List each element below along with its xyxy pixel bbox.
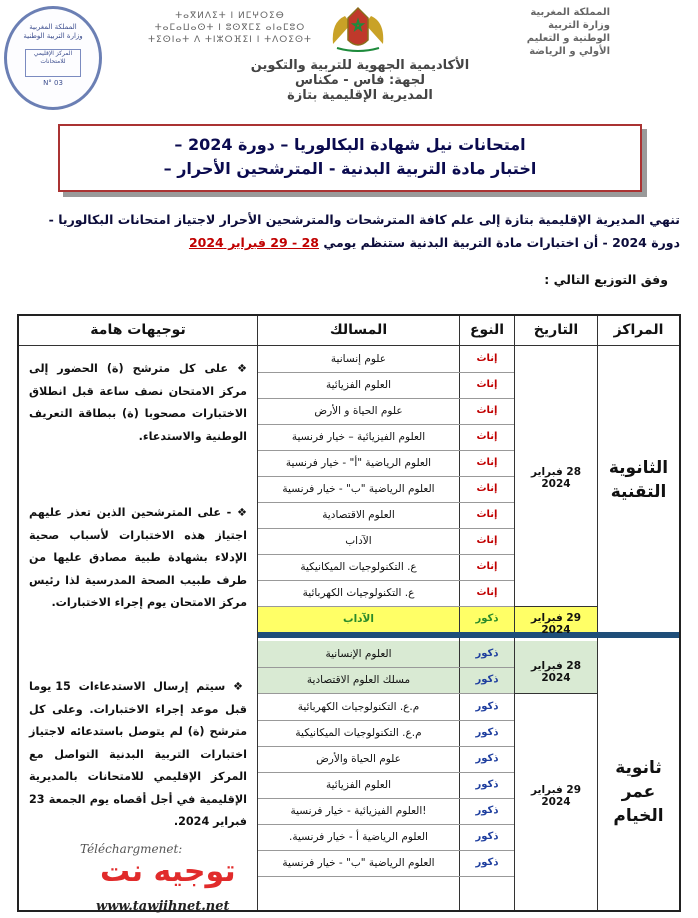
track-cell: م.ع. التكنولوجيات الكهربائية xyxy=(297,701,420,713)
ministry-arabic xyxy=(450,6,610,58)
track-cell: علوم الحياة و الأرض xyxy=(314,405,403,417)
kingdom-emblem-icon xyxy=(323,4,393,54)
date-divider-1 xyxy=(514,606,598,607)
intro-paragraph xyxy=(40,208,680,254)
seal-center-text: المركز الإقليمي للامتحانات xyxy=(25,49,81,77)
header-date: التاريخ xyxy=(533,322,579,338)
track-cell: الآداب xyxy=(345,535,372,547)
track-cell: علوم إنسانية xyxy=(330,353,387,365)
gender-cell: إناث xyxy=(476,587,498,598)
gender-cell: إناث xyxy=(476,483,498,494)
track-cell: العلوم الفزيائية xyxy=(326,779,391,791)
gender-cell: إناث xyxy=(476,431,498,442)
academy-line-3: المديرية الإقليمية بتازة xyxy=(287,88,433,103)
track-cell: علوم الحياة والأرض xyxy=(316,753,401,765)
header-notes: توجيهات هامة xyxy=(90,322,186,338)
center-divider-bar xyxy=(258,632,679,638)
note-invitations: ❖ سيتم إرسال الاستدعاءات 15 يوما قبل موعد إجراء الاختبارات. وعلى كل مترشح (ة) لم يتوصل باستدعائه لاجتياز اختبارات التربية البدنية التواصل مع المركز الإقليمي للامتحانات بالمديرية الإقليمية في أجل أقصاه يوم الجمعة 23 فبراير 2024. xyxy=(29,680,247,828)
tifinagh-line-3: ⵜⵉⵙⵏⴰⵜ ⴷ ⵜⵏⵣⵔⴼⵉⵏ ⵏ ⵜⴷⵔⵉⵙⵜ xyxy=(148,35,312,45)
track-cell: العلوم الرياضية "ب" - خيار فرنسية xyxy=(282,483,435,495)
header-tracks: المسالك xyxy=(329,322,388,338)
ministry-line-4: الأولي و الرياضة xyxy=(529,46,610,57)
track-cell: العلوم الإنسانية xyxy=(325,648,392,660)
ministry-line-2: وزارة التربية xyxy=(548,20,610,31)
gender-cell: ذكور xyxy=(475,831,499,842)
date-divider-2 xyxy=(514,693,598,694)
distribution-label: وفق التوزيع التالي : xyxy=(544,272,668,287)
watermark-url[interactable]: www.tawjihnet.net xyxy=(96,899,230,914)
seal-number: N° 03 xyxy=(43,79,63,87)
gender-cell: إناث xyxy=(476,405,498,416)
document-title-box xyxy=(58,124,642,192)
header-gender: النوع xyxy=(469,322,505,338)
intro-dates: 28 - 29 فبراير 2024 xyxy=(188,235,319,250)
watermark-brand: توجيه نت xyxy=(100,854,236,889)
schedule-table xyxy=(17,314,681,912)
center1-date-a: 28 فبراير 2024 xyxy=(530,466,582,490)
note-attendance: ❖ على كل مترشح (ة) الحضور إلى مركز الامتحان نصف ساعة قبل انطلاق الاختبارات مصحوبا (ة) ببطاقة التعريف الوطنية والاستدعاء. xyxy=(29,362,247,443)
gender-cell: ذكور xyxy=(475,805,499,816)
track-cell: ع. التكنولوجيات الميكانيكية xyxy=(300,561,417,573)
header-centers: المراكز xyxy=(613,322,664,338)
academy-line-1: الأكاديمية الجهوية للتربية والتكوين xyxy=(250,58,470,73)
watermark-download-label: Téléchargmenet: xyxy=(80,842,183,856)
tifinagh-line-1: ⵜⴰⴳⵍⴷⵉⵜ ⵏ ⵍⵎⵖⵔⵉⴱ xyxy=(175,11,285,21)
ministry-line-3: الوطنية و التعليم xyxy=(526,33,610,44)
seal-text-1: المملكة المغربية xyxy=(29,23,77,31)
row-separator xyxy=(258,876,514,877)
center2-date-b: 29 فبراير 2024 xyxy=(530,784,582,808)
tifinagh-line-2: ⵜⴰⵎⴰⵡⴰⵙⵜ ⵏ ⵓⵙⴳⵎⵉ ⴰⵏⴰⵎⵓⵔ xyxy=(154,23,306,33)
center2-date-a: 28 فبراير 2024 xyxy=(530,660,582,684)
academy-block xyxy=(150,58,570,103)
title-line-1: امتحانات نيل شهادة البكالوريا – دورة 2024 – xyxy=(174,135,526,154)
track-cell: ع. التكنولوجيات الكهربائية xyxy=(302,587,415,599)
gender-cell: إناث xyxy=(476,379,498,390)
gender-cell: ذكور xyxy=(475,674,499,685)
gender-cell: ذكور xyxy=(475,701,499,712)
track-cell: مسلك العلوم الاقتصادية xyxy=(306,674,411,686)
gender-cell: إناث xyxy=(476,353,498,364)
gender-cell: إناث xyxy=(476,561,498,572)
gender-cell: ذكور xyxy=(475,727,499,738)
academy-line-2: لجهة: فاس - مكناس xyxy=(295,73,425,88)
track-cell: م.ع. التكنولوجيات الميكانيكية xyxy=(295,727,422,739)
track-cell: العلوم الرياضية أ - خيار فرنسية. xyxy=(289,831,428,843)
center1-date-b: 29 فبراير 2024 xyxy=(530,612,582,636)
track-cell: العلوم الاقتصادية xyxy=(322,509,395,521)
track-cell: !العلوم الفيزيائية - خيار فرنسية xyxy=(290,805,427,817)
ministry-tifinagh xyxy=(140,10,320,46)
ministry-line-1: المملكة المغربية xyxy=(530,7,610,18)
track-highlight: الآداب xyxy=(343,613,374,625)
note-medical: ❖ - على المترشحين الذين تعذر عليهم اجتياز هذه الاختبارات لأسباب صحية الإدلاء بشهادة طبية مصادق عليها من طرف طبيب الصحة المدرسية لذا رئيس مركز الامتحان يوم إجراء الاختبارات. xyxy=(29,506,247,609)
center-name-technical: الثانوية التقنية xyxy=(608,458,669,502)
gender-cell: ذكور xyxy=(475,753,499,764)
center-name-omar-khayyam: ثانوية عمر الخيام xyxy=(613,758,664,826)
intro-text: تنهي المديرية الإقليمية بتازة إلى علم كافة المترشحات والمترشحين الأحرار لاجتياز امتحانات البكالوريا - دورة 2024 - أن اختبارات مادة التربية البدنية ستنظم يومي xyxy=(48,212,680,250)
regional-center-seal xyxy=(4,6,102,110)
gender-cell: إناث xyxy=(476,457,498,468)
track-cell: العلوم الرياضية "أ" - خيار فرنسية xyxy=(285,457,432,469)
track-cell: العلوم الرياضية "ب" - خيار فرنسية xyxy=(282,857,435,869)
gender-cell: ذكور xyxy=(475,648,499,659)
gender-highlight: ذكور xyxy=(475,613,499,624)
gender-cell: إناث xyxy=(476,535,498,546)
gender-cell: ذكور xyxy=(475,779,499,790)
track-cell: العلوم الفزيائية xyxy=(326,379,391,391)
seal-text-2: وزارة التربية الوطنية xyxy=(23,32,83,40)
track-cell: العلوم الفيزيائية – خيار فرنسية xyxy=(291,431,426,443)
gender-cell: إناث xyxy=(476,509,498,520)
title-line-2: اختبار مادة التربية البدنية - المترشحين الأحرار – xyxy=(163,159,537,178)
gender-cell: ذكور xyxy=(475,857,499,868)
